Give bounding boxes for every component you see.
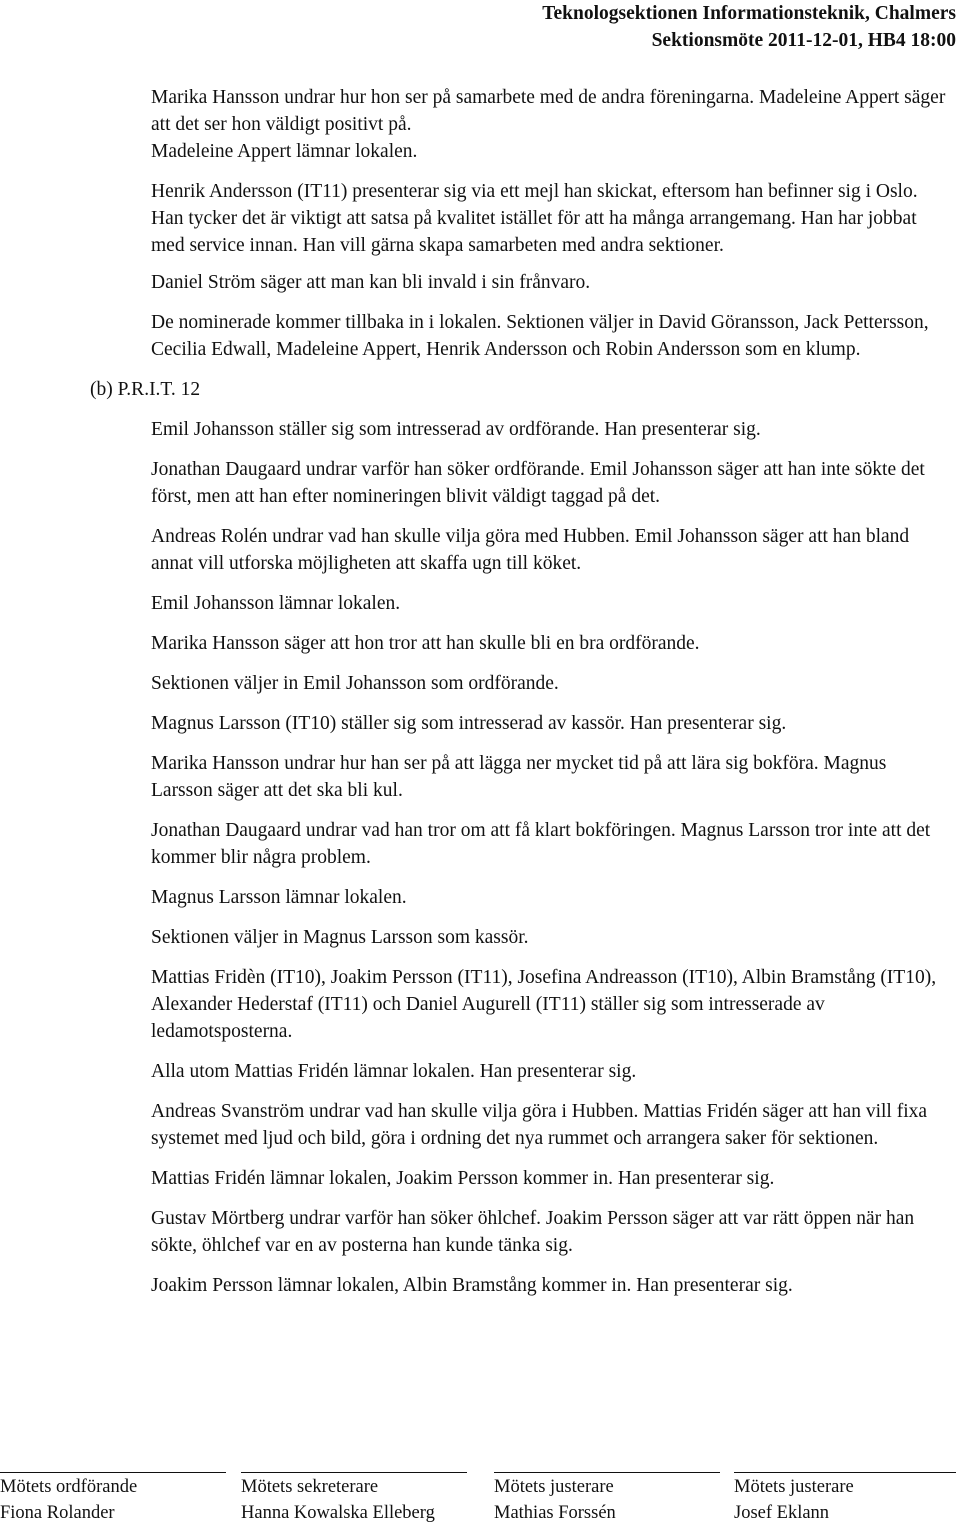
minutes-paragraph: Marika Hansson undrar hur han ser på att lägga ner mycket tid på att lära sig bokföra. Magnus Larsson säger att det ska bli kul.: [151, 753, 887, 801]
minutes-paragraph: Emil Johansson lämnar lokalen.: [151, 593, 401, 614]
minutes-paragraph: Sektionen väljer in Magnus Larsson som kassör.: [151, 927, 529, 948]
minutes-paragraph: Magnus Larsson lämnar lokalen.: [151, 887, 407, 908]
minutes-paragraph: Sektionen väljer in Emil Johansson som ordförande.: [151, 673, 559, 694]
minutes-paragraph: Andreas Rolén undrar vad han skulle vilja göra med Hubben. Emil Johansson säger att han bland annat vill utforska möjligheten att skaffa ugn till köket.: [151, 526, 910, 574]
agenda-item-label: (b): [90, 379, 113, 400]
minutes-paragraph: Alla utom Mattias Fridén lämnar lokalen. Han presenterar sig.: [151, 1061, 637, 1082]
signature-block-secretary: [241, 1462, 467, 1528]
signature-name: Fiona Rolander: [0, 1503, 115, 1523]
signature-block-adjuster-1: [494, 1462, 720, 1528]
minutes-paragraph: Madeleine Appert lämnar lokalen.: [151, 141, 418, 162]
minutes-paragraph: Jonathan Daugaard undrar varför han söker ordförande. Emil Johansson säger att han inte sökte det först, men att han efter nomineringen blivit väldigt taggad på det.: [151, 459, 925, 507]
page-header: [542, 0, 956, 54]
signature-block-chair: [0, 1462, 226, 1528]
signature-name: Mathias Forssén: [494, 1503, 616, 1523]
agenda-item-heading: [90, 376, 951, 403]
signature-role: Mötets ordförande: [0, 1477, 138, 1497]
agenda-item-title: P.R.I.T. 12: [117, 379, 201, 400]
signature-name: Hanna Kowalska Elleberg: [241, 1503, 435, 1523]
header-organization: Teknologsektionen Informationsteknik, Chalmers: [542, 3, 956, 24]
signature-line: [734, 1472, 956, 1473]
signature-line: [0, 1472, 226, 1473]
minutes-paragraph: Marika Hansson säger att hon tror att han skulle bli en bra ordförande.: [151, 633, 700, 654]
signature-line: [241, 1472, 467, 1473]
header-meeting: Sektionsmöte 2011-12-01, HB4 18:00: [651, 30, 956, 51]
minutes-paragraph: Marika Hansson undrar hur hon ser på samarbete med de andra föreningarna. Madeleine Appert säger att det ser hon väldigt positivt på.: [151, 87, 946, 135]
signature-name: Josef Eklann: [734, 1503, 830, 1523]
minutes-paragraph: Emil Johansson ställer sig som intresserad av ordförande. Han presenterar sig.: [151, 419, 761, 440]
signature-block-adjuster-2: [734, 1462, 956, 1528]
minutes-paragraph: Joakim Persson lämnar lokalen, Albin Bramstång kommer in. Han presenterar sig.: [151, 1275, 793, 1296]
minutes-paragraph: Mattias Fridén lämnar lokalen, Joakim Persson kommer in. Han presenterar sig.: [151, 1168, 775, 1189]
minutes-paragraph: Andreas Svanström undrar vad han skulle vilja göra i Hubben. Mattias Fridén säger att han vill fixa systemet med ljud och bild, göra i ordning det nya rummet och arrangera saker för sektionen.: [151, 1101, 928, 1149]
signature-role: Mötets justerare: [494, 1477, 614, 1497]
minutes-paragraph: De nominerade kommer tillbaka in i lokalen. Sektionen väljer in David Göransson, Jack Pettersson, Cecilia Edwall, Madeleine Appert, Henrik Andersson och Robin Andersson som en klump.: [151, 312, 929, 360]
minutes-paragraph: Magnus Larsson (IT10) ställer sig som intresserad av kassör. Han presenterar sig.: [151, 713, 787, 734]
signature-footer: [0, 1462, 960, 1528]
minutes-paragraph: Daniel Ström säger att man kan bli invald i sin frånvaro.: [151, 272, 591, 293]
signature-line: [494, 1472, 720, 1473]
signature-role: Mötets sekreterare: [241, 1477, 379, 1497]
minutes-paragraph: Mattias Fridèn (IT10), Joakim Persson (IT11), Josefina Andreasson (IT10), Albin Bramstång (IT10), Alexander Hederstaf (IT11) och Daniel Augurell (IT11) ställer sig som intresserade av ledamotsposterna.: [151, 967, 937, 1042]
minutes-body: [90, 84, 951, 1312]
signature-role: Mötets justerare: [734, 1477, 854, 1497]
minutes-paragraph: Gustav Mörtberg undrar varför han söker öhlchef. Joakim Persson säger att var rätt öppen när han sökte, öhlchef var en av posterna han kunde tänka sig.: [151, 1208, 915, 1256]
minutes-paragraph: Jonathan Daugaard undrar vad han tror om att få klart bokföringen. Magnus Larsson tror inte att det kommer blir några problem.: [151, 820, 931, 868]
minutes-paragraph: Henrik Andersson (IT11) presenterar sig via ett mejl han skickat, eftersom han befinner sig i Oslo. Han tycker det är viktigt att satsa på kvalitet istället för att ha många arrangemang. Han har jobbat med service innan. Han vill gärna skapa samarbeten med andra sektioner.: [151, 181, 918, 256]
